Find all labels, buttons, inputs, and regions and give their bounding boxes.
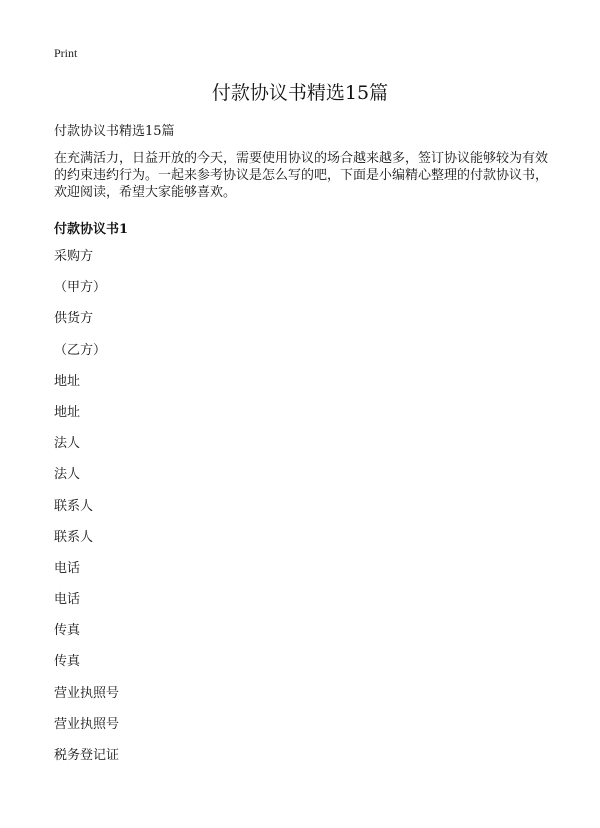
field-label: 营业执照号 bbox=[54, 716, 120, 732]
section-heading: 付款协议书1 bbox=[54, 222, 129, 237]
field-label: 营业执照号 bbox=[54, 685, 120, 701]
document-subtitle: 付款协议书精选15篇 bbox=[54, 124, 175, 139]
print-link[interactable]: Print bbox=[54, 46, 78, 60]
field-label: 地址 bbox=[54, 373, 81, 389]
field-label: 地址 bbox=[54, 404, 81, 420]
field-label: （甲方） bbox=[54, 280, 107, 296]
field-label: 电话 bbox=[54, 560, 81, 576]
field-label: 采购方 bbox=[54, 249, 94, 264]
intro-paragraph: 在充满活力，日益开放的今天，需要使用协议的场合越来越多，签订协议能够较为有效的约束违约行为。一起来参考协议是怎么写的吧，下面是小编精心整理的付款协议书，欢迎阅读，希望大家能够喜欢。 bbox=[54, 151, 549, 200]
field-label: 电话 bbox=[54, 592, 81, 608]
field-label: 联系人 bbox=[54, 498, 94, 514]
field-label: 法人 bbox=[54, 436, 81, 452]
field-label: 法人 bbox=[54, 467, 81, 483]
field-label: （乙方） bbox=[54, 342, 107, 358]
page-title: 付款协议书精选15篇 bbox=[211, 82, 389, 104]
field-label: 税务登记证 bbox=[54, 748, 120, 763]
field-label: 联系人 bbox=[54, 529, 94, 545]
field-label: 传真 bbox=[54, 623, 81, 639]
field-label: 供货方 bbox=[54, 311, 94, 327]
field-list bbox=[54, 248, 119, 778]
field-label: 传真 bbox=[54, 654, 81, 670]
